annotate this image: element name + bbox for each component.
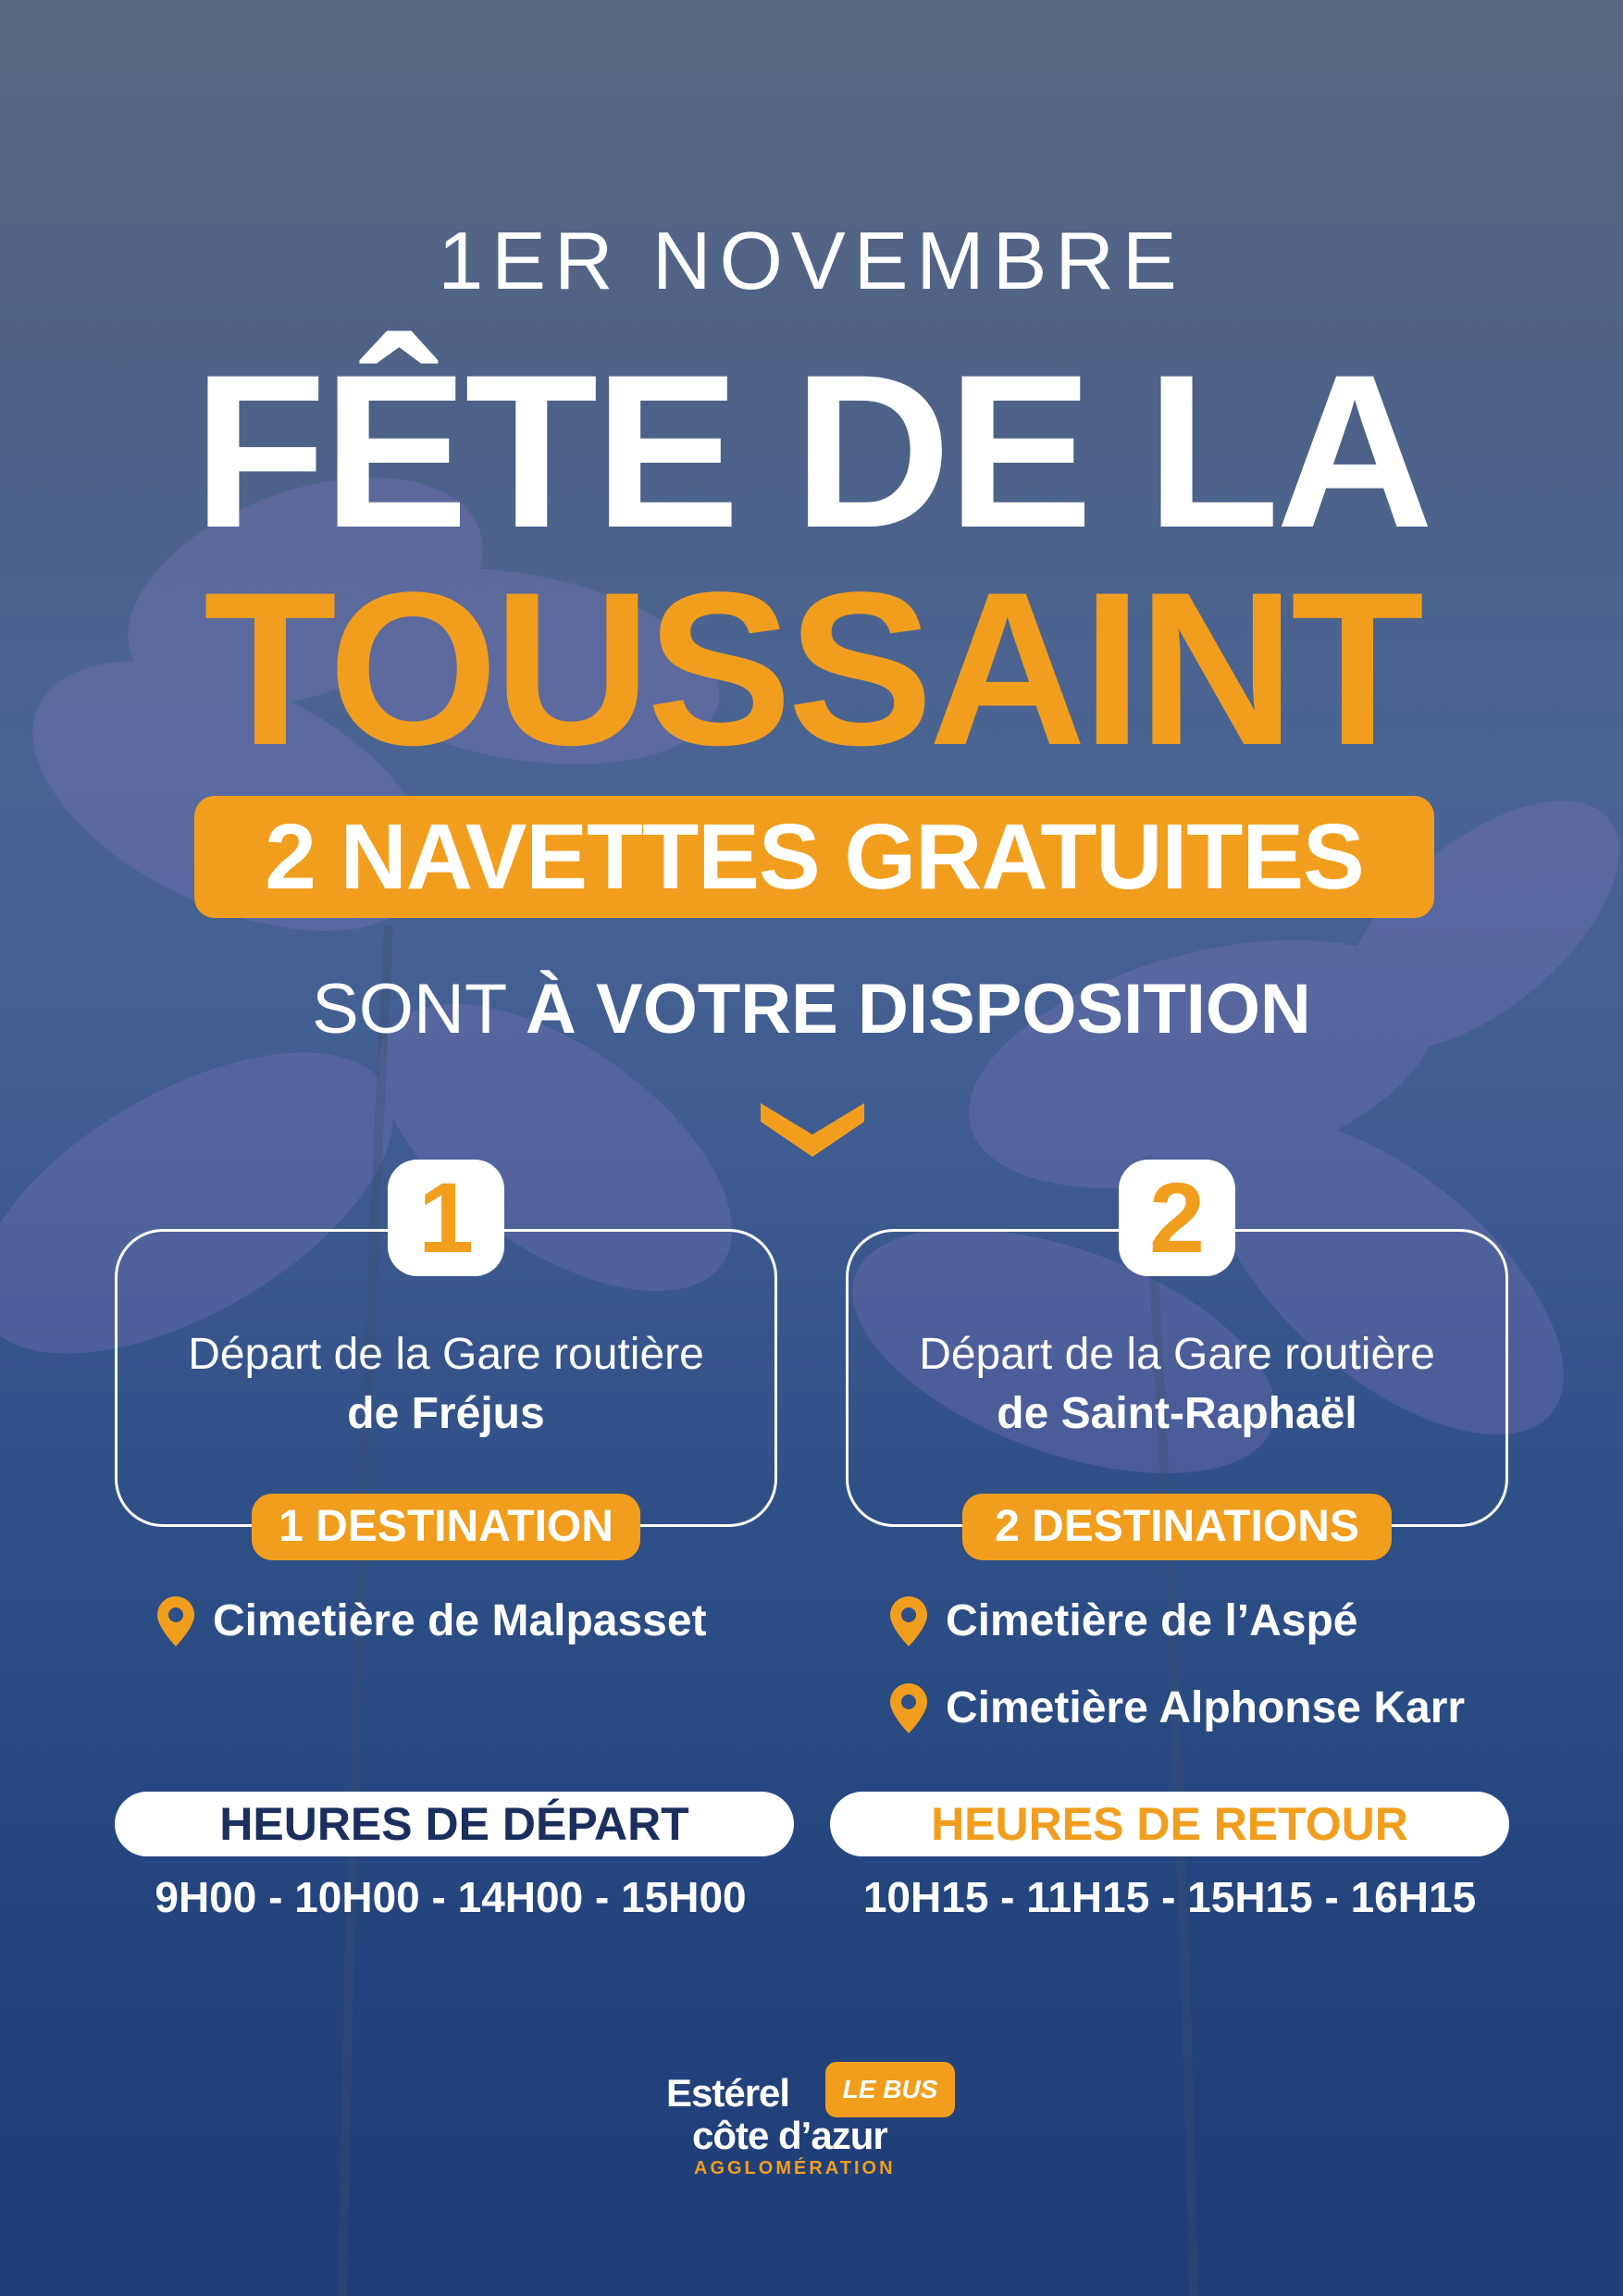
stop-item xyxy=(890,1595,1358,1646)
le-bus-badge xyxy=(825,2062,955,2117)
destination-count-badge-1 xyxy=(252,1494,640,1560)
location-pin-icon xyxy=(890,1683,927,1733)
event-date: 1ER NOVEMBRE xyxy=(438,215,1185,306)
free-shuttles-label: 2 NAVETTES GRATUITES xyxy=(265,805,1364,909)
esterel-cote-dazur-logo xyxy=(666,2062,962,2182)
departure-line-1a: Départ de la Gare routière xyxy=(188,1330,704,1379)
departure-hours-header xyxy=(115,1792,794,1856)
stop-name: Cimetière de l’Aspé xyxy=(946,1596,1358,1645)
availability-light: SONT xyxy=(312,970,506,1049)
shuttle-number-badge-1 xyxy=(388,1160,504,1276)
destination-count-badge-2 xyxy=(962,1494,1392,1560)
logo-line-1: Estérel xyxy=(666,2071,790,2115)
shuttle-number-2: 2 xyxy=(1148,1161,1206,1273)
stop-item xyxy=(157,1595,707,1646)
departure-info-1 xyxy=(115,1325,777,1444)
shuttle-number-badge-2 xyxy=(1119,1160,1235,1276)
destination-count-1: 1 DESTINATION xyxy=(279,1502,613,1551)
logo-line-3: AGGLOMÉRATION xyxy=(694,2158,896,2178)
return-hours-label: HEURES DE RETOUR xyxy=(931,1798,1408,1850)
availability-line xyxy=(0,967,1623,1052)
departure-line-2a: Départ de la Gare routière xyxy=(919,1330,1435,1379)
chevron-down-icon xyxy=(761,1098,864,1157)
shuttle-number-1: 1 xyxy=(417,1161,475,1273)
location-pin-icon xyxy=(157,1596,194,1646)
departure-line-2b: de Saint-Raphaël xyxy=(997,1389,1357,1438)
logo-line-2: côte d’azur xyxy=(692,2114,887,2157)
title-line-1: FÊTE DE LA xyxy=(192,329,1431,574)
destination-count-2: 2 DESTINATIONS xyxy=(995,1502,1359,1551)
stop-name: Cimetière de Malpasset xyxy=(213,1596,707,1645)
free-shuttles-banner xyxy=(194,796,1434,918)
departure-times: 9H00 - 10H00 - 14H00 - 15H00 xyxy=(155,1873,747,1921)
availability-bold: À VOTRE DISPOSITION xyxy=(526,970,1311,1049)
departure-info-2 xyxy=(846,1325,1508,1444)
return-times: 10H15 - 11H15 - 15H15 - 16H15 xyxy=(862,1873,1477,1921)
location-pin-icon xyxy=(890,1596,927,1646)
stop-name: Cimetière Alphonse Karr xyxy=(946,1683,1466,1732)
le-bus-label: LE BUS xyxy=(842,2075,938,2104)
departure-hours-label: HEURES DE DÉPART xyxy=(219,1798,689,1850)
departure-line-1b: de Fréjus xyxy=(347,1389,545,1438)
title-line-2: TOUSSAINT xyxy=(203,547,1420,791)
stop-item xyxy=(890,1682,1465,1733)
return-hours-header xyxy=(830,1792,1509,1856)
